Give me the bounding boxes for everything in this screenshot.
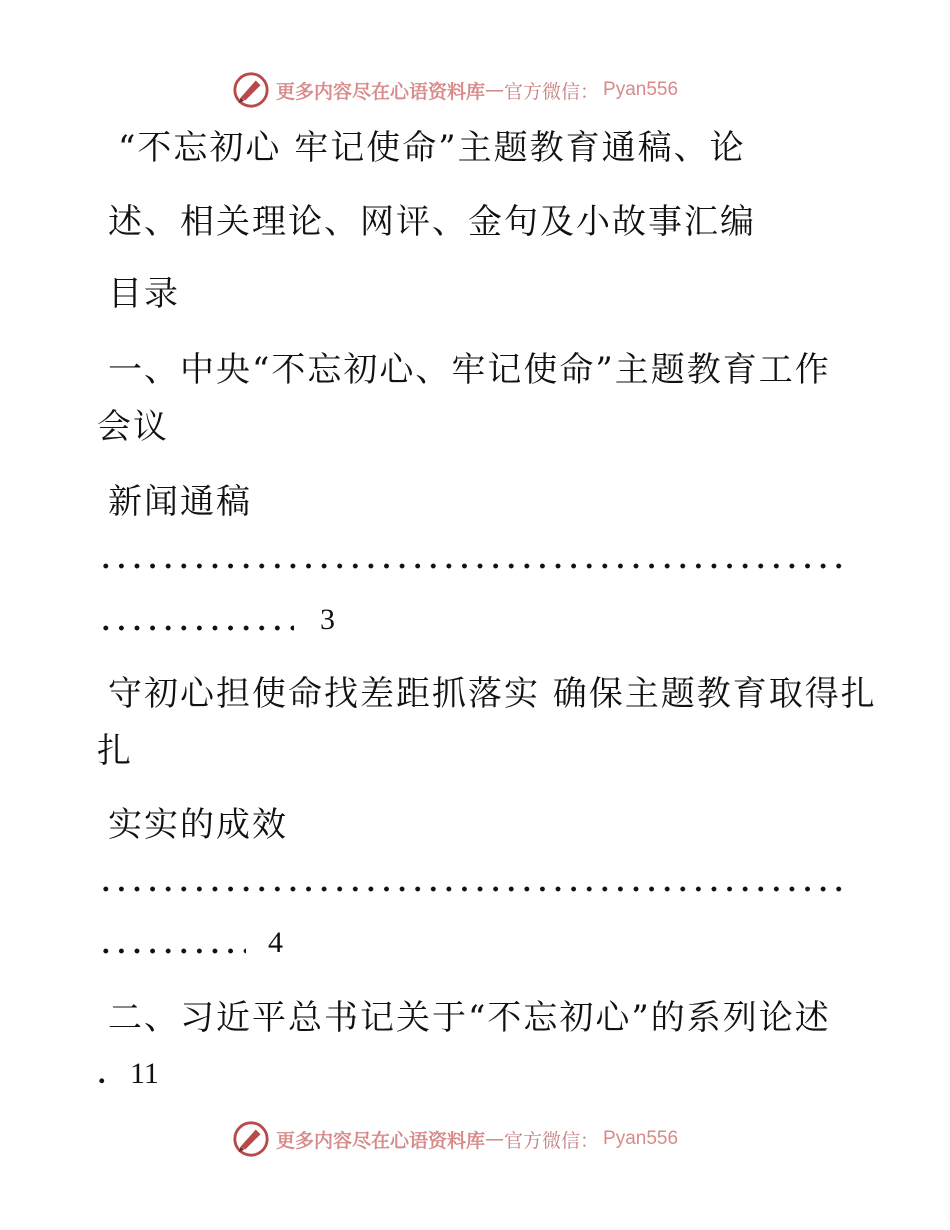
toc-entry-4-leader: . — [98, 1057, 106, 1090]
banner-text: 更多内容尽在心语资料库 — [276, 80, 486, 103]
banner-separator: — — [485, 79, 505, 101]
toc-leader-dots — [98, 886, 846, 892]
toc-entry-4-title[interactable]: 二、习近平总书记关于“不忘初心”的系列论述 — [108, 998, 831, 1038]
banner-wechat-id: Pyan556 — [603, 79, 679, 100]
banner-wechat-label: 官方微信： — [504, 80, 600, 103]
toc-leader-dots — [98, 948, 246, 954]
toc-leader-dots — [98, 563, 846, 569]
toc-leader-dots — [98, 625, 294, 631]
banner-wechat-label: 官方微信： — [504, 1129, 600, 1152]
toc-entry-3-line2[interactable]: 扎 — [97, 731, 133, 771]
pen-logo-icon — [232, 1120, 270, 1158]
toc-entry-2-page[interactable]: 3 — [320, 603, 335, 636]
toc-entry-1-line2[interactable]: 会议 — [97, 407, 169, 447]
banner-wechat-id: Pyan556 — [603, 1128, 679, 1149]
banner-text: 更多内容尽在心语资料库 — [276, 1129, 486, 1152]
toc-entry-1-line1[interactable]: 一、中央“不忘初心、牢记使命”主题教育工作 — [108, 350, 831, 390]
doc-title-line2: 述、相关理论、网评、金句及小故事汇编 — [108, 202, 756, 242]
toc-entry-3-line3[interactable]: 实实的成效 — [108, 805, 288, 845]
toc-entry-3-line1[interactable]: 守初心担使命找差距抓落实 确保主题教育取得扎 — [108, 674, 877, 714]
pen-logo-icon — [232, 71, 270, 109]
toc-entry-4-page[interactable]: 11 — [130, 1057, 159, 1090]
header-banner — [232, 70, 678, 110]
doc-title-line1: “不忘初心 牢记使命”主题教育通稿、论 — [118, 128, 746, 168]
banner-separator: — — [485, 1128, 505, 1150]
footer-banner — [232, 1119, 678, 1159]
toc-heading: 目录 — [108, 274, 180, 314]
toc-entry-2-title[interactable]: 新闻通稿 — [108, 482, 252, 522]
toc-entry-3-page[interactable]: 4 — [268, 926, 283, 959]
